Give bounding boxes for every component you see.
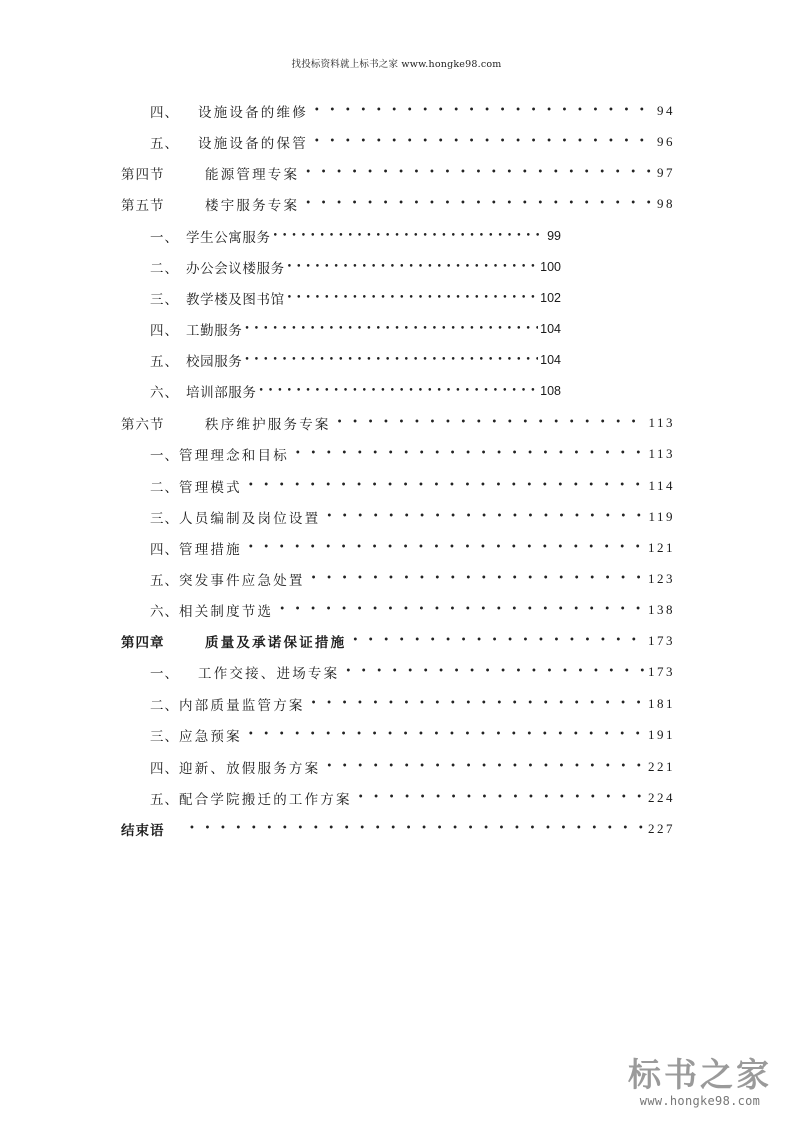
toc-row[interactable] [150,350,561,370]
toc-row[interactable] [150,288,561,308]
toc-title: 内部质量监管方案 [179,698,305,714]
toc-row[interactable] [150,444,675,464]
toc-title: 管理措施 [179,542,242,558]
toc-leader [273,226,545,246]
toc-row[interactable] [150,381,561,401]
toc-leader [305,194,653,214]
toc-page: 98 [657,196,675,211]
toc-page: 221 [648,759,675,774]
toc-row[interactable] [150,694,675,714]
toc-leader [248,538,644,558]
toc-page: 113 [648,415,675,430]
toc-page: 104 [540,353,561,367]
watermark-logo [625,1056,775,1108]
toc-leader [248,476,645,496]
toc-number: 一、 [150,230,179,246]
toc-leader [189,819,644,839]
toc-leader [352,631,644,651]
toc-leader [295,444,645,464]
toc-number: 二、 [150,261,179,277]
toc-page: 114 [648,478,675,493]
toc-row[interactable] [150,257,561,277]
toc-number: 二、 [150,480,179,496]
toc-page: 181 [648,696,675,711]
toc-title: 迎新、放假服务方案 [179,761,321,777]
toc-leader [287,257,538,277]
toc-leader [287,288,538,308]
toc-number: 三、 [150,511,179,527]
toc-title: 设施设备的维修 [198,105,308,121]
toc-number: 四、 [150,323,179,339]
toc-title: 突发事件应急处置 [179,573,305,589]
logo-url: www.hongke98.com [639,1094,761,1108]
toc-page: 96 [657,134,675,149]
toc-page: 102 [540,291,561,305]
toc-leader [345,662,644,682]
toc-leader [314,132,653,152]
toc-title: 办公会议楼服务 [186,261,285,277]
toc-row[interactable] [150,569,675,589]
toc-leader [311,694,644,714]
toc-number: 四、 [150,105,179,121]
toc-title: 相关制度节选 [179,604,274,620]
toc-title: 设施设备的保管 [198,136,308,152]
toc-title: 配合学院搬迁的工作方案 [179,792,352,808]
toc-row[interactable] [150,600,675,620]
toc-page: 173 [648,633,675,648]
toc-number: 五、 [150,354,179,370]
toc-row[interactable] [150,788,675,808]
toc-row[interactable] [150,101,675,121]
toc-page: 97 [657,165,675,180]
toc-title: 管理模式 [179,480,242,496]
toc-number: 三、 [150,292,179,308]
logo-text: 标书之家 [628,1055,772,1094]
toc-page: 191 [648,727,675,742]
toc-title: 应急预案 [179,729,242,745]
toc-page: 113 [648,446,675,461]
toc-page: 119 [648,509,675,524]
toc-title: 培训部服务 [186,385,257,401]
toc-number: 四、 [150,761,179,777]
toc-page: 224 [648,790,675,805]
toc-row[interactable] [150,725,675,745]
toc-leader [305,163,653,183]
toc-title: 工勤服务 [186,323,243,339]
toc-number: 六、 [150,385,179,401]
toc-number: 二、 [150,698,179,714]
page-header: 找投标资料就上标书之家 www.hongke98.com [291,59,502,70]
toc-row[interactable] [150,662,675,682]
toc-page: 227 [648,821,675,836]
toc-leader [314,101,653,121]
toc-leader [337,413,645,433]
toc-leader [358,788,644,808]
toc-number: 一、 [150,448,179,464]
toc-leader [244,319,538,339]
toc-number: 第四节 [121,167,165,183]
toc-title: 教学楼及图书馆 [186,292,285,308]
toc-row[interactable] [150,507,675,527]
toc-leader [326,507,644,527]
toc-page: 173 [648,664,675,679]
toc-page: 94 [657,103,675,118]
toc-number: 四、 [150,542,179,558]
toc-number: 一、 [150,666,179,682]
toc-number: 第五节 [121,198,165,214]
toc-row[interactable] [150,132,675,152]
toc-row[interactable] [121,413,675,433]
toc-number: 五、 [150,573,179,589]
toc-number: 三、 [150,729,179,745]
toc-leader [248,725,644,745]
toc-row[interactable] [150,319,561,339]
toc-number: 六、 [150,604,179,620]
toc-page: 123 [648,571,675,586]
toc-page: 108 [540,384,561,398]
toc-title: 工作交接、进场专案 [198,666,340,682]
toc-number: 结束语 [121,823,165,839]
toc-row[interactable] [121,163,675,183]
toc-leader [244,350,538,370]
toc-row[interactable] [121,819,675,839]
toc-title: 管理理念和目标 [179,448,289,464]
toc-page: 104 [540,322,561,336]
toc-number: 五、 [150,136,179,152]
toc-number: 第六节 [121,417,165,433]
toc-title: 能源管理专案 [205,167,300,183]
toc-row[interactable] [121,631,675,651]
toc-row[interactable] [150,226,561,246]
toc-title: 人员编制及岗位设置 [179,511,321,527]
toc-page: 100 [540,260,561,274]
toc-number: 五、 [150,792,179,808]
toc-page: 121 [648,540,675,555]
toc-number: 第四章 [121,635,165,651]
toc-leader [259,381,539,401]
toc-row[interactable] [150,476,675,496]
toc-page: 138 [648,602,675,617]
toc-leader [279,600,644,620]
toc-leader [311,569,644,589]
toc-title: 秩序维护服务专案 [205,417,331,433]
toc-page: 99 [547,229,561,243]
toc-row[interactable] [150,538,675,558]
toc-title: 学生公寓服务 [186,230,271,246]
toc-row[interactable] [150,757,675,777]
toc-leader [326,757,644,777]
toc-title: 楼宇服务专案 [205,198,300,214]
toc-row[interactable] [121,194,675,214]
toc-title: 校园服务 [186,354,243,370]
toc-title: 质量及承诺保证措施 [205,635,347,651]
